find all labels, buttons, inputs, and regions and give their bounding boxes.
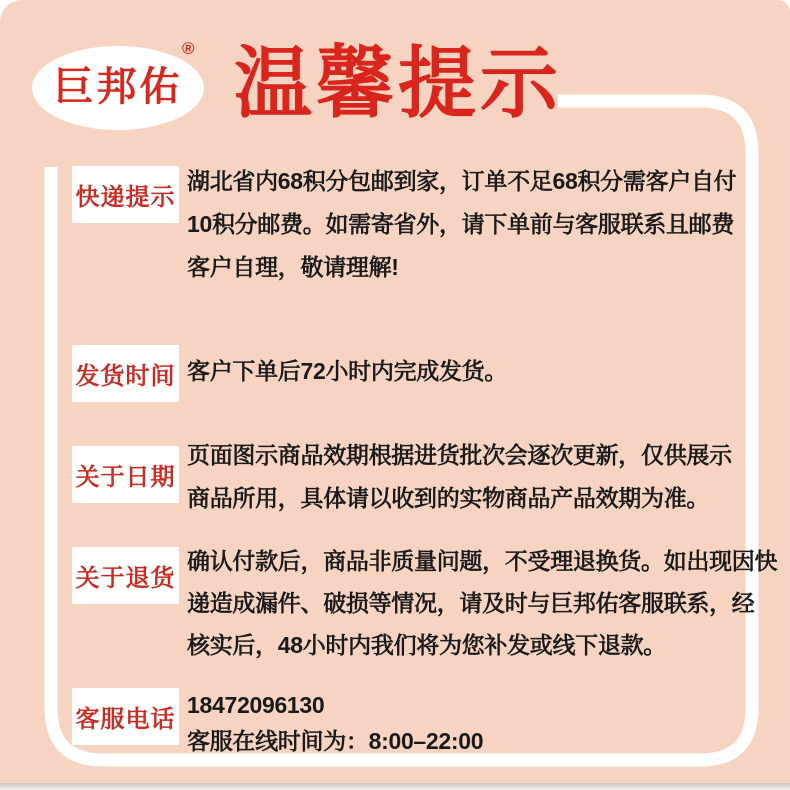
registered-trademark-icon: ® [182,39,195,58]
section-label-shipping-time [72,345,179,402]
text-line: 核实后，48小时内我们将为您补发或线下退款。 [187,632,666,658]
section-text-returns [187,540,778,666]
brand-logo [32,46,204,130]
text-line: 递造成漏件、破损等情况，请及时与巨邦佑客服联系，经 [187,590,755,616]
section-label-dates [72,446,179,503]
section-label-text: 关于退货 [75,565,176,592]
text-line: 客户下单后72小时内完成发货。 [187,358,508,384]
section-text-express [187,160,757,289]
section-label-service-phone [72,688,179,745]
service-phone-number: 18472096130 [187,692,325,718]
service-hours: 客服在线时间为：8:00–22:00 [187,728,484,754]
section-text-service-phone [187,687,757,759]
text-line: 商品所用，具体请以收到的实物商品产品效期为准。 [187,485,710,511]
text-line: 湖北省内68积分包邮到家，订单不足68积分需客户自付 [187,168,737,194]
section-text-shipping-time [187,350,757,393]
text-line: 页面图示商品效期根据进货批次会逐次更新，仅供展示 [187,442,732,468]
section-label-text: 客服电话 [75,706,176,733]
section-label-text: 关于日期 [75,464,176,491]
brand-name: 巨邦佑 [53,65,183,109]
section-label-express [72,166,179,223]
section-text-dates [187,434,757,520]
section-label-text: 快递提示 [75,184,176,211]
text-line: 10积分邮费。如需寄省外，请下单前与客服联系且邮费 [187,211,735,237]
section-label-returns [72,547,179,604]
bottom-edge [0,783,790,790]
section-label-text: 发货时间 [75,363,176,390]
text-line: 客户自理，敬请理解! [187,254,399,280]
page-title: 温馨提示 [234,39,563,127]
text-line: 确认付款后，商品非质量问题，不受理退换货。如出现因快 [187,548,778,574]
